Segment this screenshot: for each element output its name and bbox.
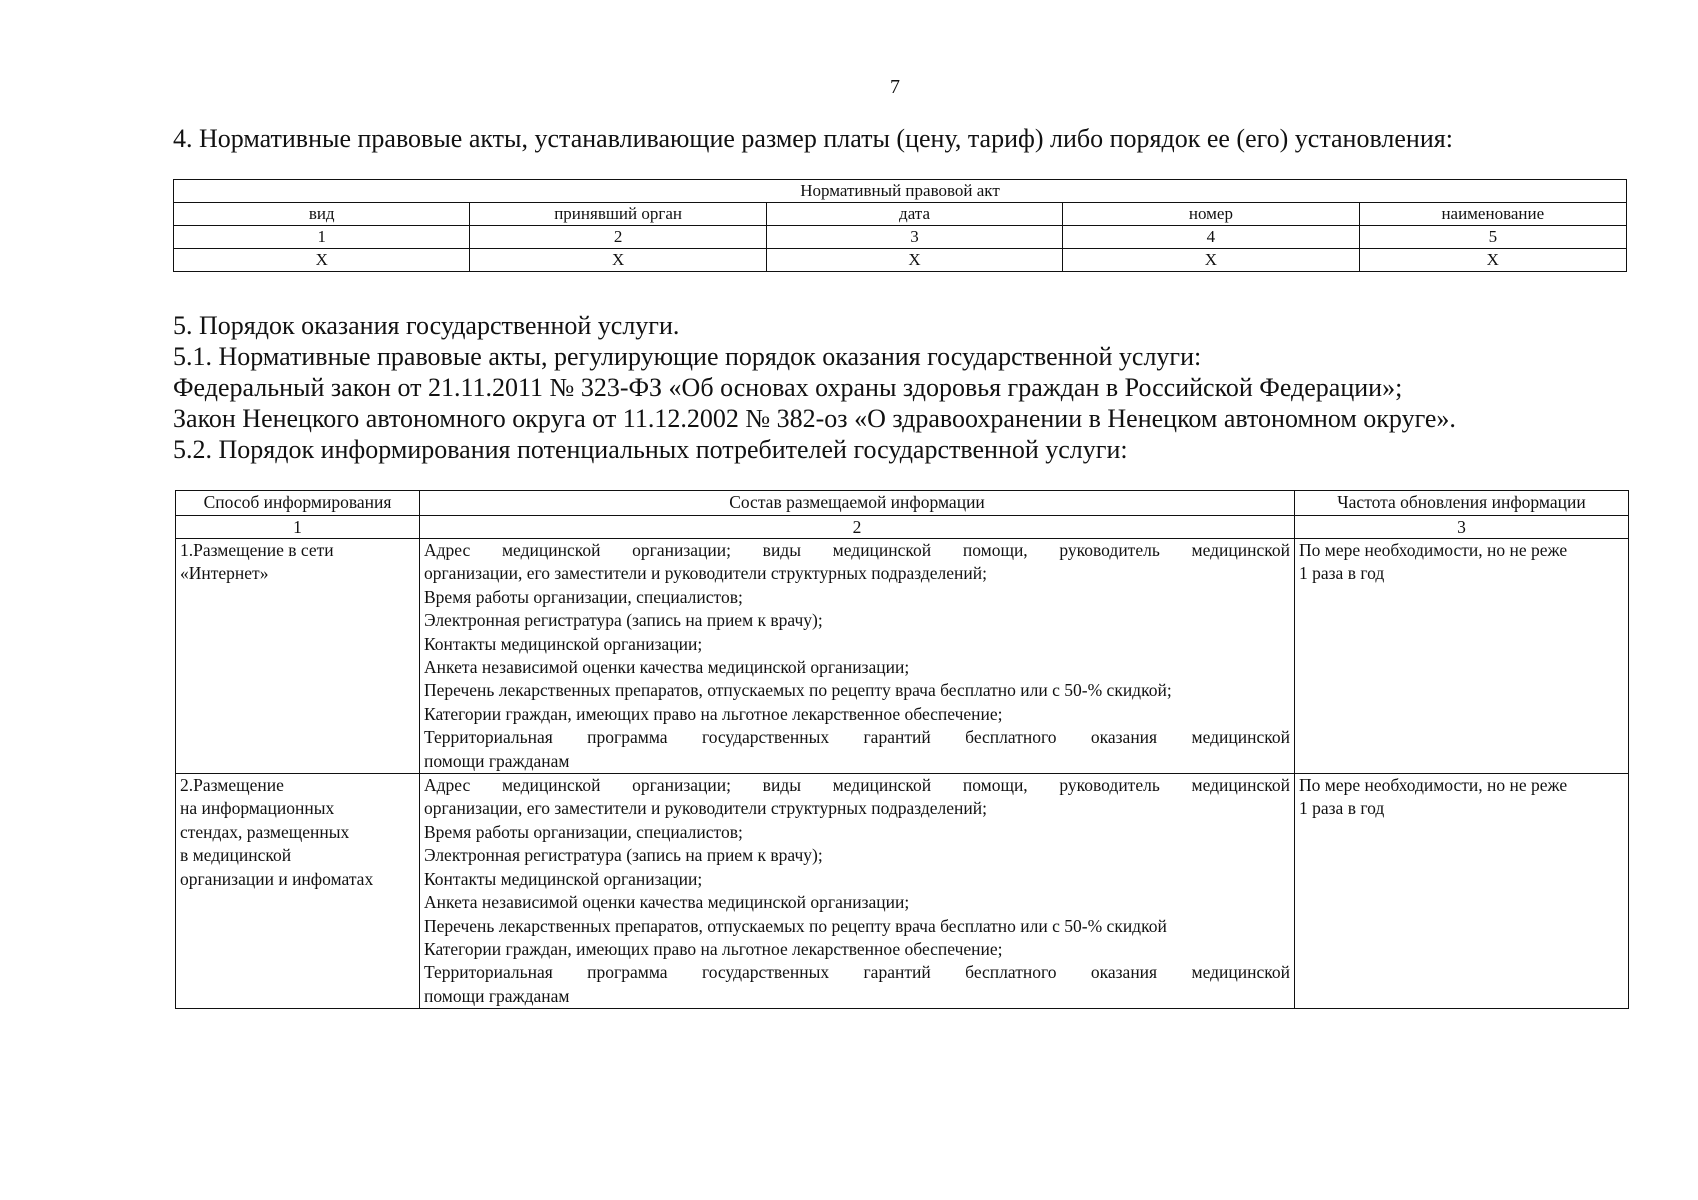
column-number-cell: 2 bbox=[420, 516, 1295, 539]
page-number: 7 bbox=[890, 76, 900, 98]
table-row bbox=[176, 774, 1629, 1009]
content-line: помощи гражданам bbox=[424, 985, 570, 1006]
frequency-line: 1 раза в год bbox=[1299, 563, 1385, 584]
method-line: на информационных bbox=[180, 798, 335, 819]
content-line: Контакты медицинской организации; bbox=[424, 633, 703, 654]
section-4-heading: 4. Нормативные правовые акты, устанавливающие размер платы (цену, тариф) либо порядок ее (его) установления: bbox=[173, 124, 1453, 153]
column-number-cell: 2 bbox=[470, 226, 766, 249]
table-cell: Х bbox=[1359, 249, 1626, 272]
column-number-cell: 1 bbox=[174, 226, 470, 249]
content-line: организации, его заместители и руководители структурных подразделений; bbox=[424, 798, 987, 819]
method-line: 2.Размещение bbox=[180, 775, 284, 796]
frequency-cell bbox=[1295, 774, 1629, 1009]
frequency-line: 1 раза в год bbox=[1299, 798, 1385, 819]
column-header: Способ информирования bbox=[176, 491, 420, 516]
content-line: Анкета независимой оценки качества медицинской организации; bbox=[424, 892, 910, 913]
column-number-cell: 4 bbox=[1063, 226, 1359, 249]
column-header: наименование bbox=[1359, 203, 1626, 226]
table-cell: Х bbox=[766, 249, 1062, 272]
section-5-heading: 5. Порядок оказания государственной услуги. bbox=[173, 311, 680, 340]
frequency-cell bbox=[1295, 539, 1629, 774]
column-number-cell: 3 bbox=[766, 226, 1062, 249]
content-line: Электронная регистратура (запись на прием к врачу); bbox=[424, 845, 823, 866]
table-row bbox=[174, 249, 1627, 272]
group-header-cell: Нормативный правовой акт bbox=[174, 180, 1627, 203]
column-number-cell: 3 bbox=[1295, 516, 1629, 539]
column-number-cell: 5 bbox=[1359, 226, 1626, 249]
method-line: организации и инфоматах bbox=[180, 868, 374, 889]
column-number-row bbox=[174, 226, 1627, 249]
column-header: номер bbox=[1063, 203, 1359, 226]
table-header-row bbox=[176, 491, 1629, 516]
content-line: Контакты медицинской организации; bbox=[424, 868, 703, 889]
information-methods-table bbox=[175, 490, 1629, 1009]
content-line: Территориальная программа государственных гарантий бесплатного оказания медицинской bbox=[424, 727, 1290, 748]
content-line: Анкета независимой оценки качества медицинской организации; bbox=[424, 657, 910, 678]
method-cell bbox=[176, 774, 420, 1009]
legal-acts-table bbox=[173, 179, 1627, 272]
column-header: принявший орган bbox=[470, 203, 766, 226]
section-5-2-heading: 5.2. Порядок информирования потенциальных потребителей государственной услуги: bbox=[173, 435, 1128, 464]
table-cell: Х bbox=[1063, 249, 1359, 272]
section-5-1-heading: 5.1. Нормативные правовые акты, регулирующие порядок оказания государственной услуги: bbox=[173, 342, 1202, 371]
method-line: 1.Размещение в сети bbox=[180, 540, 334, 560]
table-header-row bbox=[174, 203, 1627, 226]
table-group-header-row bbox=[174, 180, 1627, 203]
content-cell bbox=[420, 774, 1295, 1009]
content-line: помощи гражданам bbox=[424, 750, 570, 771]
column-number-cell: 1 bbox=[176, 516, 420, 539]
content-line: организации, его заместители и руководители структурных подразделений; bbox=[424, 563, 987, 584]
content-line: Территориальная программа государственных гарантий бесплатного оказания медицинской bbox=[424, 962, 1290, 983]
section-5-text bbox=[173, 310, 1456, 465]
frequency-line: По мере необходимости, но не реже bbox=[1299, 775, 1568, 796]
table-row bbox=[176, 539, 1629, 774]
column-number-row bbox=[176, 516, 1629, 539]
column-header: Частота обновления информации bbox=[1295, 491, 1629, 516]
column-header: дата bbox=[766, 203, 1062, 226]
table-cell: Х bbox=[470, 249, 766, 272]
content-line: Перечень лекарственных препаратов, отпускаемых по рецепту врача бесплатно или с 50-% скидкой; bbox=[424, 680, 1172, 701]
content-line: Категории граждан, имеющих право на льготное лекарственное обеспечение; bbox=[424, 938, 1003, 959]
method-cell bbox=[176, 539, 420, 774]
federal-law-line: Федеральный закон от 21.11.2011 № 323-ФЗ «Об основах охраны здоровья граждан в Российской Федерации»; bbox=[173, 373, 1403, 402]
content-line: Адрес медицинской организации; виды медицинской помощи, руководитель медицинской bbox=[424, 775, 1290, 796]
content-line: Перечень лекарственных препаратов, отпускаемых по рецепту врача бесплатно или с 50-% скидкой bbox=[424, 915, 1167, 936]
method-line: в медицинской bbox=[180, 845, 292, 866]
content-line: Время работы организации, специалистов; bbox=[424, 586, 743, 607]
column-header: Состав размещаемой информации bbox=[420, 491, 1295, 516]
regional-law-line: Закон Ненецкого автономного округа от 11.12.2002 № 382-оз «О здравоохранении в Ненецком автономном округе». bbox=[173, 404, 1456, 433]
content-cell bbox=[420, 539, 1295, 774]
method-line: стендах, размещенных bbox=[180, 821, 350, 842]
content-line: Категории граждан, имеющих право на льготное лекарственное обеспечение; bbox=[424, 703, 1003, 724]
content-line: Электронная регистратура (запись на прием к врачу); bbox=[424, 610, 823, 631]
column-header: вид bbox=[174, 203, 470, 226]
frequency-line: По мере необходимости, но не реже bbox=[1299, 540, 1568, 560]
table-cell: Х bbox=[174, 249, 470, 272]
content-line: Время работы организации, специалистов; bbox=[424, 821, 743, 842]
method-line: «Интернет» bbox=[180, 563, 269, 584]
content-line: Адрес медицинской организации; виды медицинской помощи, руководитель медицинской bbox=[424, 540, 1290, 560]
